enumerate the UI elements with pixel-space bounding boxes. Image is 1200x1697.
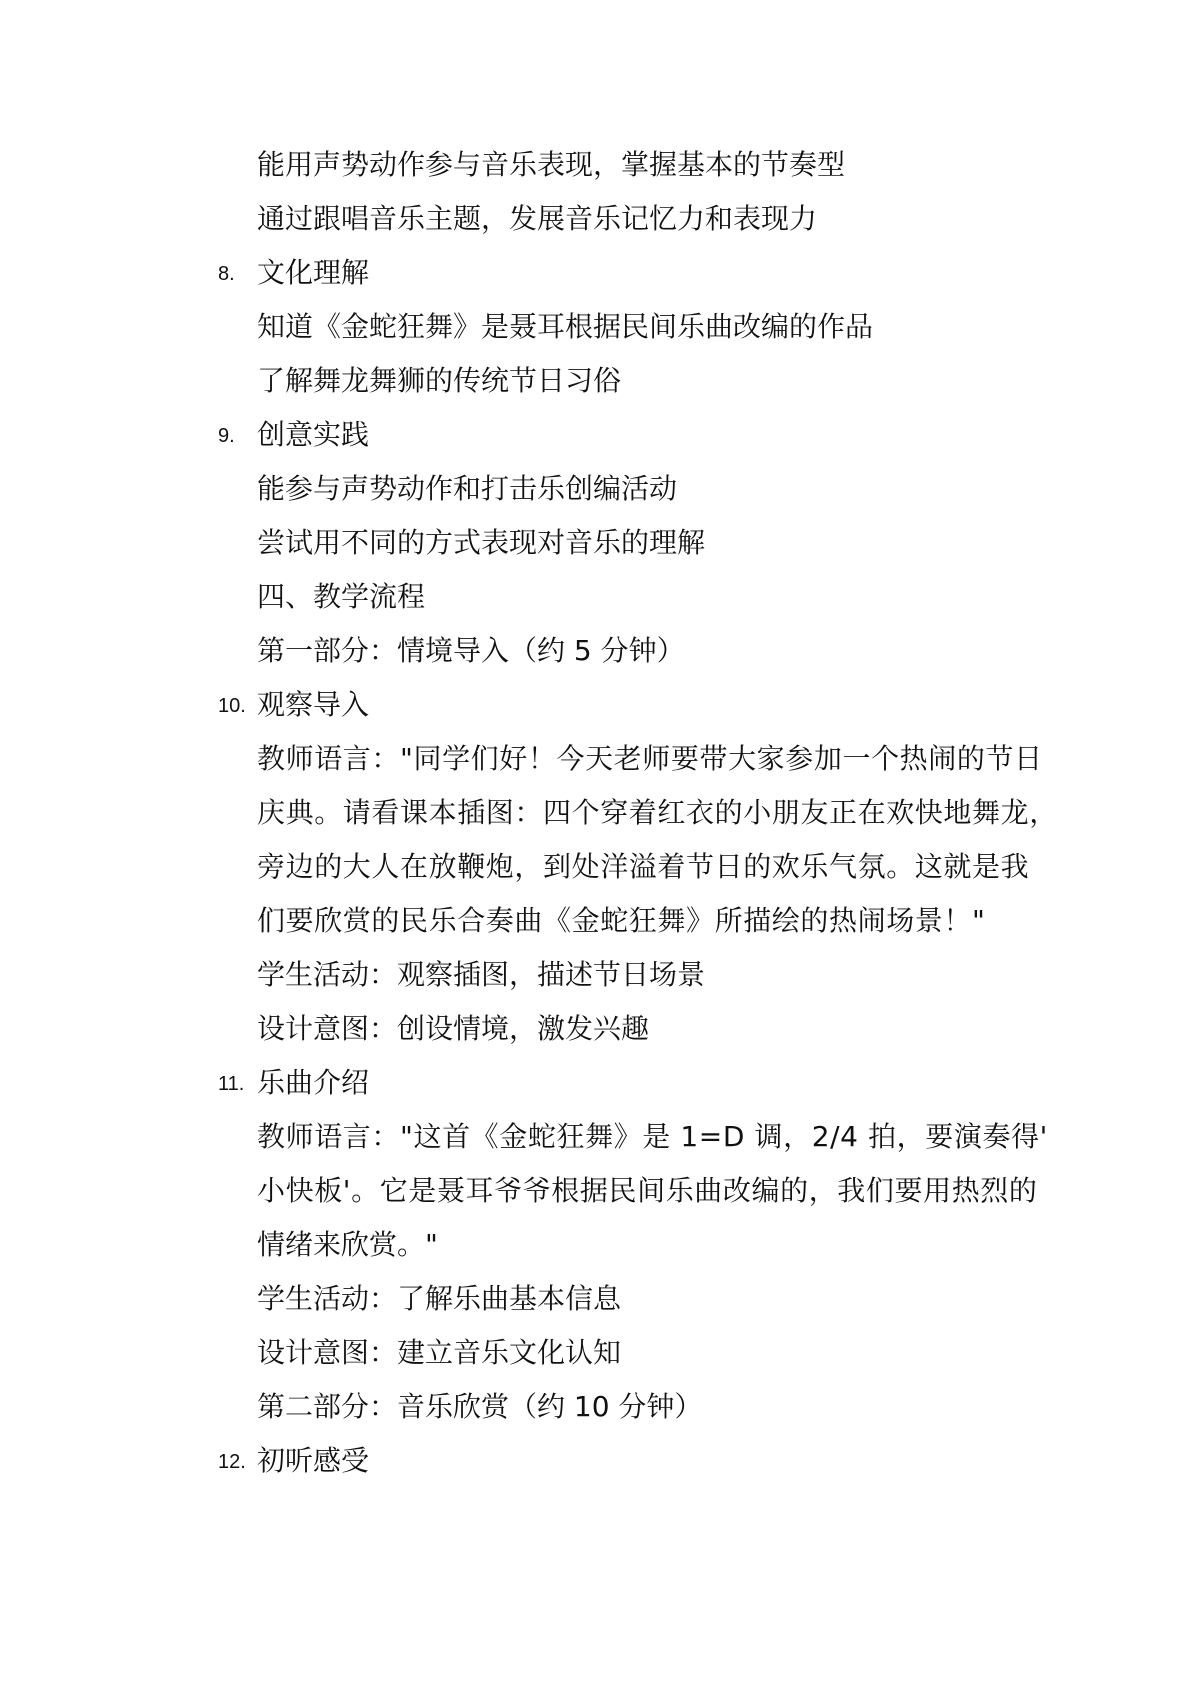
text-line: 庆典。请看课本插图：四个穿着红衣的小朋友正在欢快地舞龙，: [257, 796, 1058, 829]
text-line: 通过跟唱音乐主题，发展音乐记忆力和表现力: [257, 202, 818, 235]
text-line: 学生活动：观察插图，描述节日场景: [257, 958, 706, 991]
text-line: 设计意图：创设情境，激发兴趣: [257, 1012, 650, 1045]
text-line: 尝试用不同的方式表现对音乐的理解: [257, 526, 706, 559]
list-heading: 文化理解: [257, 256, 370, 289]
list-number: 10.: [218, 695, 246, 717]
text-line: 能用声势动作参与音乐表现，掌握基本的节奏型: [257, 148, 846, 181]
text-line: 能参与声势动作和打击乐创编活动: [257, 472, 678, 505]
text-line: 知道《金蛇狂舞》是聂耳根据民间乐曲改编的作品: [257, 310, 874, 343]
part-heading: 第二部分：音乐欣赏（约 10 分钟）: [257, 1390, 703, 1423]
text-line: 教师语言："同学们好！今天老师要带大家参加一个热闹的节日: [257, 742, 1043, 775]
text-line: 设计意图：建立音乐文化认知: [257, 1336, 622, 1369]
list-number: 8.: [218, 263, 235, 285]
list-heading: 初听感受: [257, 1444, 370, 1477]
list-number: 12.: [218, 1451, 246, 1473]
part-heading: 第一部分：情境导入（约 5 分钟）: [257, 634, 685, 667]
text-line: 教师语言："这首《金蛇狂舞》是 1=D 调，2/4 拍，要演奏得': [257, 1120, 1048, 1153]
list-heading: 乐曲介绍: [257, 1066, 370, 1099]
text-line: 旁边的大人在放鞭炮，到处洋溢着节日的欢乐气氛。这就是我: [257, 850, 1030, 883]
section-heading: 四、教学流程: [257, 580, 426, 613]
list-number: 9.: [218, 425, 235, 447]
text-line: 们要欣赏的民乐合奏曲《金蛇狂舞》所描绘的热闹场景！": [257, 904, 986, 937]
text-line: 了解舞龙舞狮的传统节日习俗: [257, 364, 622, 397]
list-heading: 观察导入: [257, 688, 370, 721]
list-heading: 创意实践: [257, 418, 370, 451]
text-line: 情绪来欣赏。": [257, 1228, 438, 1261]
text-line: 小快板'。它是聂耳爷爷根据民间乐曲改编的，我们要用热烈的: [257, 1174, 1038, 1207]
list-number: 11.: [218, 1073, 245, 1095]
text-line: 学生活动：了解乐曲基本信息: [257, 1282, 622, 1315]
